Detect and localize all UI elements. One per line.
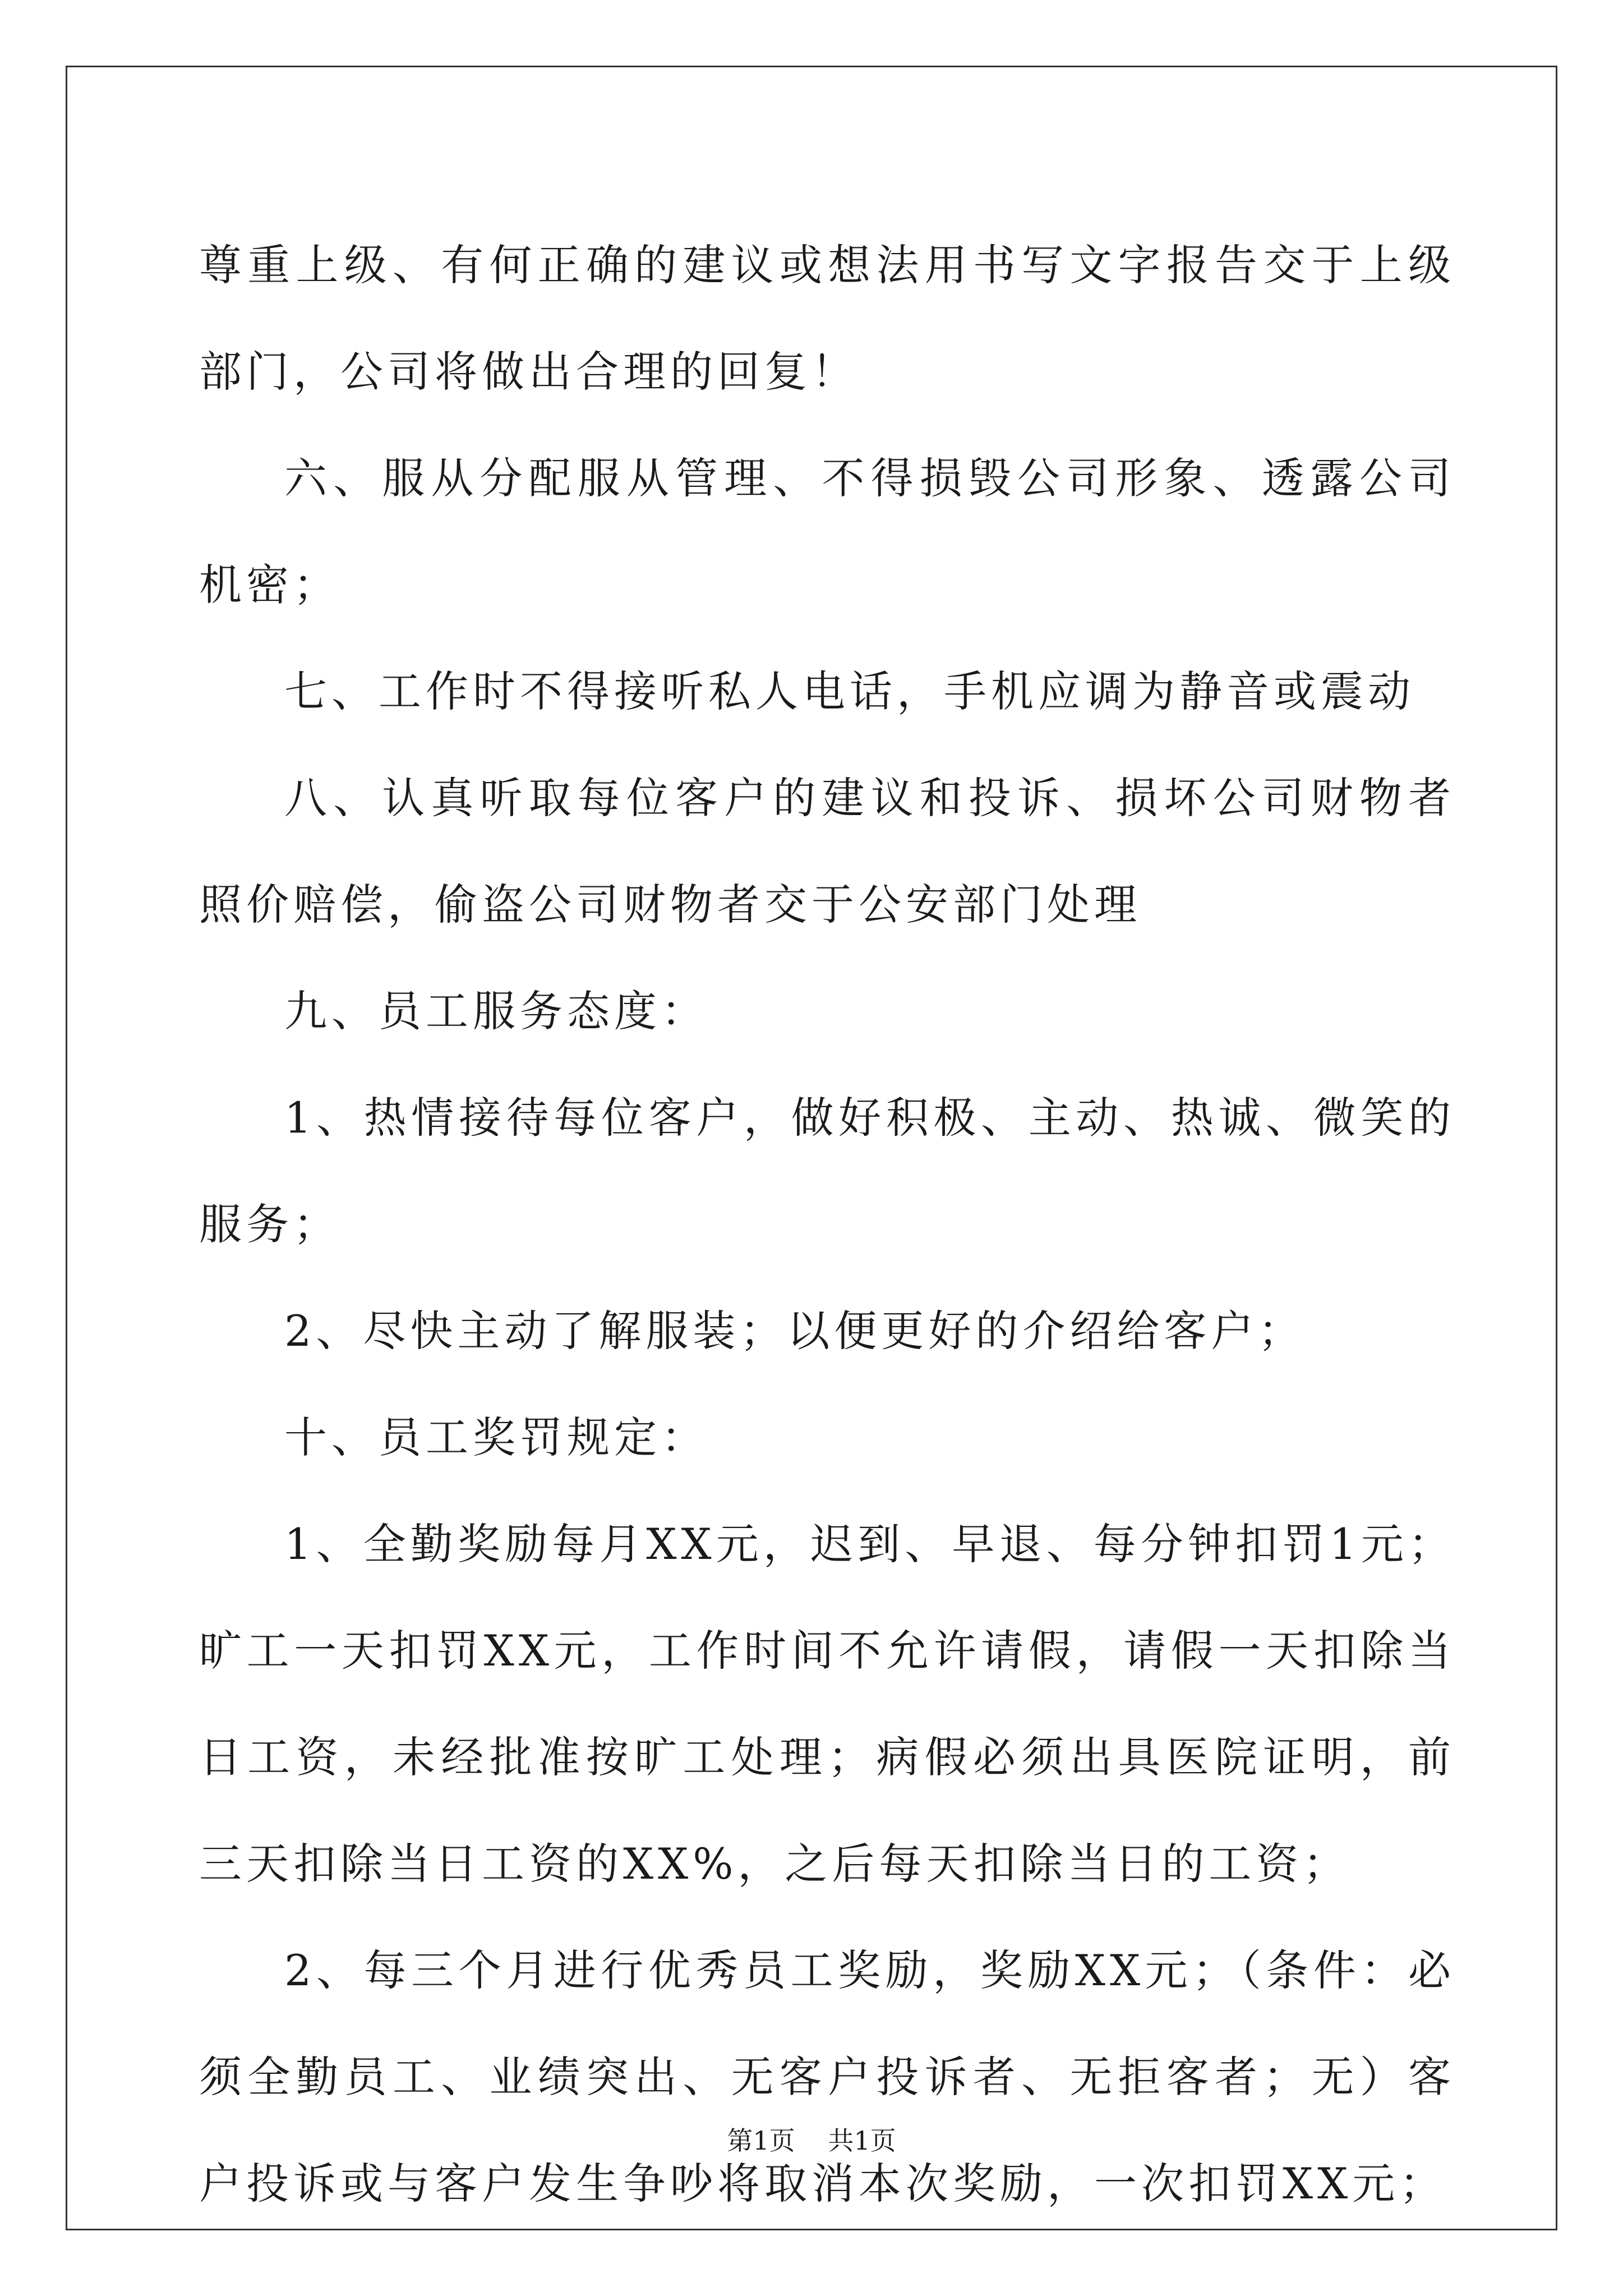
paragraph: 1、热情接待每位客户，做好积极、主动、热诚、微笑的服务； xyxy=(199,1093,1455,1249)
paragraph: 六、服从分配服从管理、不得损毁公司形象、透露公司机密； xyxy=(199,453,1455,610)
paragraph: 八、认真听取每位客户的建议和投诉、损坏公司财物者照价赔偿，偷盗公司财物者交于公安部门处理 xyxy=(199,773,1455,930)
paragraph: 七、工作时不得接听私人电话，手机应调为静音或震动 xyxy=(284,666,1415,716)
paragraph: 尊重上级、有何正确的建议或想法用书写文字报告交于上级部门，公司将做出合理的回复！ xyxy=(199,240,1455,397)
page-number-current: 第1页 xyxy=(727,2125,795,2156)
page-footer xyxy=(0,2120,1623,2157)
paragraph: 九、员工服务态度： xyxy=(284,986,708,1036)
paragraph: 2、尽快主动了解服装；以便更好的介绍给客户； xyxy=(284,1306,1306,1356)
paragraph: 2、每三个月进行优秀员工奖励，奖励XX元；（条件：必须全勤员工、业绩突出、无客户投诉者、无拒客者；无）客户投诉或与客户发生争吵将取消本次奖励，一次扣罚XX元； xyxy=(199,1945,1455,2208)
paragraph: 1、全勤奖励每月XX元，迟到、早退、每分钟扣罚1元；旷工一天扣罚XX元，工作时间不允许请假，请假一天扣除当日工资，未经批准按旷工处理；病假必须出具医院证明，前三天扣除当日工资的XX%，之后每天扣除当日的工资； xyxy=(199,1519,1455,1889)
paragraph: 十、员工奖罚规定： xyxy=(284,1412,708,1462)
page-number-total: 共1页 xyxy=(828,2125,896,2156)
document-body xyxy=(199,212,1455,2237)
